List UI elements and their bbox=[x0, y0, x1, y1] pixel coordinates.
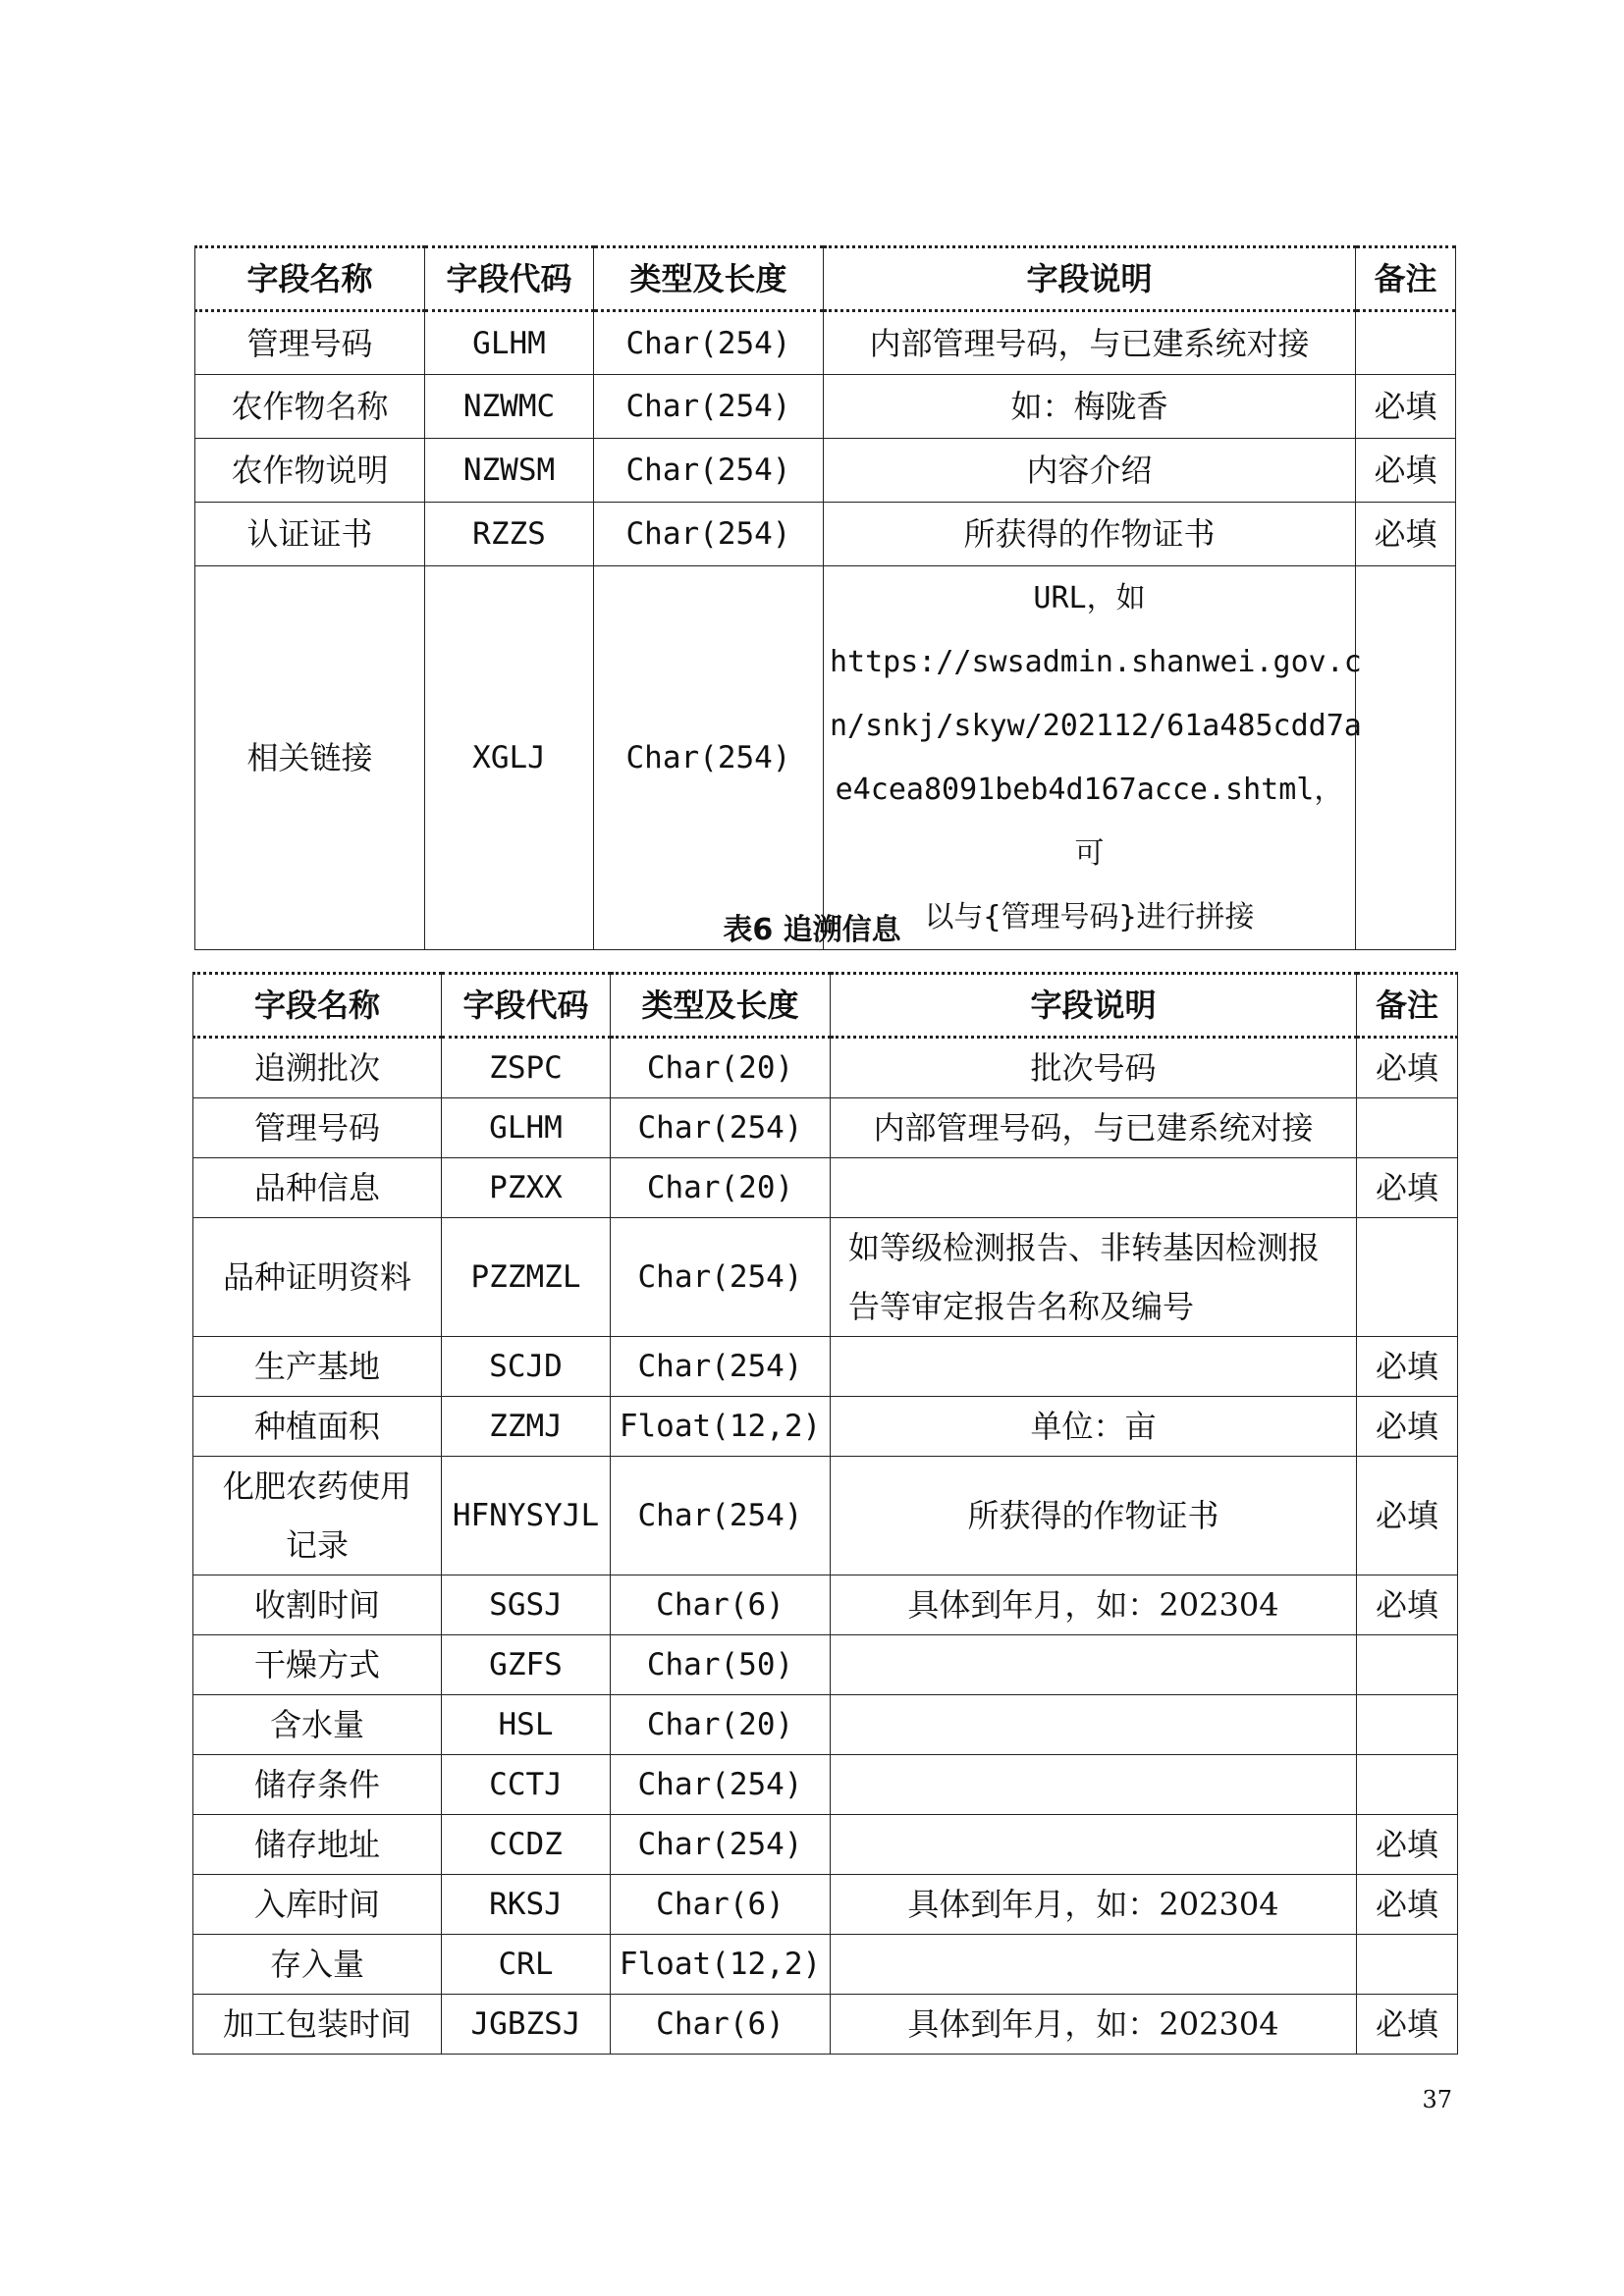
cell-note bbox=[1357, 1755, 1458, 1815]
header-field-code: 字段代码 bbox=[425, 247, 594, 311]
table-row bbox=[193, 1695, 1458, 1755]
cell-type: Float(12,2) bbox=[611, 1397, 831, 1457]
table-row bbox=[195, 311, 1456, 375]
table-row bbox=[193, 1098, 1458, 1158]
cell-code: XGLJ bbox=[425, 566, 594, 950]
cell-desc bbox=[831, 1815, 1357, 1875]
header-note: 备注 bbox=[1356, 247, 1456, 311]
cell-note bbox=[1356, 566, 1456, 950]
cell-type: Char(254) bbox=[611, 1755, 831, 1815]
cell-name: 管理号码 bbox=[193, 1098, 442, 1158]
cell-desc bbox=[831, 1218, 1357, 1337]
cell-desc: 内部管理号码，与已建系统对接 bbox=[824, 311, 1356, 375]
cell-note: 必填 bbox=[1356, 439, 1456, 503]
cell-note bbox=[1357, 1098, 1458, 1158]
cell-note: 必填 bbox=[1356, 503, 1456, 566]
cell-desc: 具体到年月，如：202304 bbox=[831, 1995, 1357, 2055]
cell-code: PZXX bbox=[442, 1158, 611, 1218]
cell-code: CRL bbox=[442, 1935, 611, 1995]
cell-type: Char(50) bbox=[611, 1635, 831, 1695]
cell-type: Char(20) bbox=[611, 1158, 831, 1218]
cell-note: 必填 bbox=[1357, 1575, 1458, 1635]
cell-desc: 如：梅陇香 bbox=[824, 375, 1356, 439]
page-number: 37 bbox=[1422, 2086, 1452, 2113]
cell-type: Char(254) bbox=[594, 566, 824, 950]
header-field-desc: 字段说明 bbox=[824, 247, 1356, 311]
cell-name: 品种信息 bbox=[193, 1158, 442, 1218]
table-row bbox=[195, 439, 1456, 503]
cell-type: Char(254) bbox=[611, 1337, 831, 1397]
cell-desc: 具体到年月，如：202304 bbox=[831, 1875, 1357, 1935]
table-header-row bbox=[195, 247, 1456, 311]
cell-name: 收割时间 bbox=[193, 1575, 442, 1635]
cell-note: 必填 bbox=[1357, 1995, 1458, 2055]
table-row bbox=[195, 375, 1456, 439]
table-caption: 表6 追溯信息 bbox=[723, 913, 901, 947]
cell-desc bbox=[831, 1935, 1357, 1995]
table-row bbox=[193, 1815, 1458, 1875]
cell-type: Char(254) bbox=[611, 1098, 831, 1158]
cell-code: SGSJ bbox=[442, 1575, 611, 1635]
cell-type: Char(6) bbox=[611, 1875, 831, 1935]
table-row-link bbox=[195, 566, 1456, 950]
desc-line: https://swsadmin.shanwei.gov.c bbox=[830, 645, 1362, 679]
cell-name: 管理号码 bbox=[195, 311, 425, 375]
table-row bbox=[195, 503, 1456, 566]
header-type-length: 类型及长度 bbox=[594, 247, 824, 311]
table-row bbox=[193, 1575, 1458, 1635]
cell-desc: 所获得的作物证书 bbox=[831, 1457, 1357, 1575]
cell-name: 相关链接 bbox=[195, 566, 425, 950]
cell-name: 农作物说明 bbox=[195, 439, 425, 503]
table-row bbox=[193, 1755, 1458, 1815]
cell-name: 加工包装时间 bbox=[193, 1995, 442, 2055]
header-field-desc: 字段说明 bbox=[831, 974, 1357, 1038]
cell-desc: 具体到年月，如：202304 bbox=[831, 1575, 1357, 1635]
cell-desc-link bbox=[824, 566, 1362, 950]
cell-name: 农作物名称 bbox=[195, 375, 425, 439]
desc-line: n/snkj/skyw/202112/61a485cdd7a bbox=[830, 709, 1362, 743]
cell-type: Char(254) bbox=[611, 1457, 831, 1575]
cell-desc bbox=[831, 1158, 1357, 1218]
cell-type: Char(254) bbox=[594, 439, 824, 503]
cell-name: 储存地址 bbox=[193, 1815, 442, 1875]
cell-type: Char(254) bbox=[594, 311, 824, 375]
header-field-name: 字段名称 bbox=[193, 974, 442, 1038]
desc-line: e4cea8091beb4d167acce.shtml，可 bbox=[835, 773, 1344, 871]
header-field-name: 字段名称 bbox=[195, 247, 425, 311]
table-row bbox=[193, 1158, 1458, 1218]
cell-name: 生产基地 bbox=[193, 1337, 442, 1397]
cell-name bbox=[193, 1457, 442, 1575]
field-table-2 bbox=[192, 972, 1458, 2055]
cell-code: HSL bbox=[442, 1695, 611, 1755]
cell-desc: 单位：亩 bbox=[831, 1397, 1357, 1457]
table-row bbox=[193, 1038, 1458, 1098]
cell-name: 认证证书 bbox=[195, 503, 425, 566]
cell-code: HFNYSYJL bbox=[442, 1457, 611, 1575]
desc-line: 如等级检测报告、非转基因检测报 bbox=[848, 1229, 1321, 1266]
desc-line: 告等审定报告名称及编号 bbox=[848, 1288, 1195, 1325]
cell-code: GZFS bbox=[442, 1635, 611, 1695]
header-note: 备注 bbox=[1357, 974, 1458, 1038]
cell-note bbox=[1357, 1935, 1458, 1995]
cell-note bbox=[1357, 1218, 1458, 1337]
cell-name: 入库时间 bbox=[193, 1875, 442, 1935]
cell-desc bbox=[831, 1755, 1357, 1815]
desc-line: 以与{管理号码}进行拼接 bbox=[924, 900, 1255, 934]
cell-name: 含水量 bbox=[193, 1695, 442, 1755]
cell-name: 品种证明资料 bbox=[193, 1218, 442, 1337]
header-type-length: 类型及长度 bbox=[611, 974, 831, 1038]
cell-code: NZWSM bbox=[425, 439, 594, 503]
table-header-row bbox=[193, 974, 1458, 1038]
cell-desc: 所获得的作物证书 bbox=[824, 503, 1356, 566]
cell-note: 必填 bbox=[1357, 1337, 1458, 1397]
cell-note: 必填 bbox=[1357, 1397, 1458, 1457]
cell-code: CCDZ bbox=[442, 1815, 611, 1875]
cell-code: NZWMC bbox=[425, 375, 594, 439]
cell-code: CCTJ bbox=[442, 1755, 611, 1815]
cell-name: 存入量 bbox=[193, 1935, 442, 1995]
cell-type: Char(254) bbox=[611, 1815, 831, 1875]
cell-note: 必填 bbox=[1356, 375, 1456, 439]
cell-code: ZSPC bbox=[442, 1038, 611, 1098]
table-row bbox=[193, 1397, 1458, 1457]
cell-note: 必填 bbox=[1357, 1457, 1458, 1575]
table-row bbox=[193, 1218, 1458, 1337]
cell-desc: 批次号码 bbox=[831, 1038, 1357, 1098]
cell-code: GLHM bbox=[425, 311, 594, 375]
cell-note: 必填 bbox=[1357, 1038, 1458, 1098]
table-row bbox=[193, 1995, 1458, 2055]
cell-code: RZZS bbox=[425, 503, 594, 566]
cell-name: 追溯批次 bbox=[193, 1038, 442, 1098]
cell-code: PZZMZL bbox=[442, 1218, 611, 1337]
cell-type: Char(6) bbox=[611, 1575, 831, 1635]
cell-desc: 内部管理号码，与已建系统对接 bbox=[831, 1098, 1357, 1158]
cell-desc bbox=[831, 1337, 1357, 1397]
cell-type: Char(20) bbox=[611, 1695, 831, 1755]
cell-code: SCJD bbox=[442, 1337, 611, 1397]
name-line: 记录 bbox=[285, 1526, 349, 1564]
cell-code: RKSJ bbox=[442, 1875, 611, 1935]
cell-name: 干燥方式 bbox=[193, 1635, 442, 1695]
table-row bbox=[193, 1635, 1458, 1695]
cell-type: Char(254) bbox=[611, 1218, 831, 1337]
cell-type: Float(12,2) bbox=[611, 1935, 831, 1995]
cell-note bbox=[1357, 1635, 1458, 1695]
field-table-1 bbox=[194, 245, 1456, 950]
cell-note: 必填 bbox=[1357, 1815, 1458, 1875]
table-row bbox=[193, 1337, 1458, 1397]
cell-name: 储存条件 bbox=[193, 1755, 442, 1815]
cell-note bbox=[1357, 1695, 1458, 1755]
cell-desc bbox=[831, 1635, 1357, 1695]
cell-name: 种植面积 bbox=[193, 1397, 442, 1457]
cell-code: GLHM bbox=[442, 1098, 611, 1158]
cell-type: Char(254) bbox=[594, 503, 824, 566]
desc-line: URL，如 bbox=[1033, 581, 1146, 615]
name-line: 化肥农药使用 bbox=[222, 1468, 411, 1505]
cell-note: 必填 bbox=[1357, 1158, 1458, 1218]
cell-type: Char(6) bbox=[611, 1995, 831, 2055]
cell-type: Char(20) bbox=[611, 1038, 831, 1098]
cell-code: ZZMJ bbox=[442, 1397, 611, 1457]
table-row bbox=[193, 1875, 1458, 1935]
header-field-code: 字段代码 bbox=[442, 974, 611, 1038]
cell-note: 必填 bbox=[1357, 1875, 1458, 1935]
cell-note bbox=[1356, 311, 1456, 375]
cell-code: JGBZSJ bbox=[442, 1995, 611, 2055]
cell-desc: 内容介绍 bbox=[824, 439, 1356, 503]
table-row bbox=[193, 1457, 1458, 1575]
table-row bbox=[193, 1935, 1458, 1995]
cell-type: Char(254) bbox=[594, 375, 824, 439]
cell-desc bbox=[831, 1695, 1357, 1755]
